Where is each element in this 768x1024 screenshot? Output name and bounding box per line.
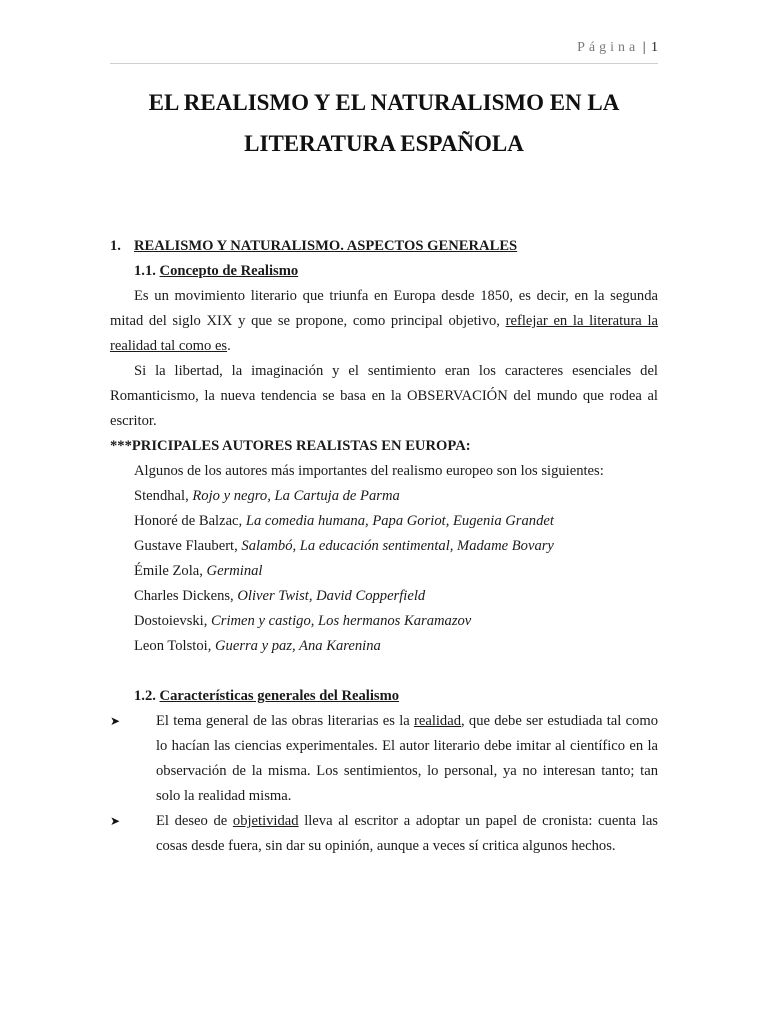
authors-heading: ***PRICIPALES AUTORES REALISTAS EN EUROPA: [110, 438, 471, 454]
spacer [110, 659, 658, 684]
author-item [110, 559, 658, 584]
author-name: Honoré de Balzac, [134, 513, 246, 529]
paragraph-concept-text: Es un movimiento literario que triunfa en Europa desde 1850, es decir, en la segunda mitad del siglo XIX y que se propone, como principal objetivo, [110, 288, 658, 329]
paragraph-concept-end: . [227, 338, 231, 354]
page-separator: | [642, 40, 646, 55]
author-item [110, 534, 658, 559]
author-name: Dostoievski, [134, 613, 212, 629]
paragraph-concept-underlined: reflejar en la literatura la realidad tal como es [110, 313, 658, 354]
author-item [110, 509, 658, 534]
author-works: Germinal [206, 563, 263, 579]
author-item [110, 634, 658, 659]
author-item [110, 584, 658, 609]
list-item [110, 809, 658, 859]
authors-intro: Algunos de los autores más importantes del realismo europeo son los siguientes: [134, 463, 604, 479]
document-title [100, 82, 668, 164]
author-item [110, 609, 658, 634]
bullet-text: El tema general de las obras literarias es la [156, 713, 414, 729]
arrow-bullet-icon: ➤ [110, 814, 121, 828]
author-works: Salambó, La educación sentimental, Madame Bovary [241, 538, 554, 554]
section-1-number: 1. [110, 238, 121, 254]
bullet-text-end: , que debe ser estudiada tal como lo hacían las ciencias experimentales. El autor literario debe imitar al científico en la observación de la misma. Los sentimientos, lo personal, ya no interesan tanto; tan solo la realidad misma. [156, 713, 658, 804]
subsection-1-2-heading [110, 684, 658, 709]
page-label: Página [577, 40, 640, 55]
author-name: Gustave Flaubert, [134, 538, 242, 554]
title-line-2: LITERATURA ESPAÑOLA [244, 131, 524, 156]
bullet-underlined: realidad [414, 713, 461, 729]
author-name: Leon Tolstoi, [134, 638, 215, 654]
page-number: 1 [651, 40, 658, 55]
paragraph-concept [110, 284, 658, 359]
title-line-1: EL REALISMO Y EL NATURALISMO EN LA [148, 90, 620, 115]
author-works: Crimen y castigo, Los hermanos Karamazov [211, 613, 472, 629]
author-works: Oliver Twist, David Copperfield [237, 588, 426, 604]
arrow-bullet-icon: ➤ [110, 714, 121, 728]
subsection-1-1-heading [110, 259, 658, 284]
paragraph-observation: Si la libertad, la imaginación y el sentimiento eran los caracteres esenciales del Romanticismo, la nueva tendencia se basa en la OBSERVACIÓN del mundo que rodea al escritor. [110, 363, 658, 429]
section-1-title: REALISMO Y NATURALISMO. ASPECTOS GENERALES [134, 238, 518, 254]
author-works: La comedia humana, Papa Goriot, Eugenia Grandet [245, 513, 554, 529]
author-works: Rojo y negro, La Cartuja de Parma [192, 488, 400, 504]
bullet-text-end: lleva al escritor a adoptar un papel de cronista: cuenta las cosas desde fuera, sin dar su opinión, aunque a veces sí critica algunos hechos. [156, 813, 658, 854]
subsection-1-2-number: 1.2. [134, 688, 156, 704]
section-1-heading [110, 234, 658, 259]
page-header [110, 40, 658, 64]
bullet-text: El deseo de [156, 813, 233, 829]
subsection-1-1-title: Concepto de Realismo [159, 263, 299, 279]
subsection-1-1-number: 1.1. [134, 263, 156, 279]
author-works: Guerra y paz, Ana Karenina [215, 638, 381, 654]
author-item [110, 484, 658, 509]
document-body [110, 234, 658, 859]
author-name: Émile Zola, [134, 563, 207, 579]
characteristics-list [110, 709, 658, 859]
subsection-1-2-title: Características generales del Realismo [159, 688, 400, 704]
author-name: Stendhal, [134, 488, 193, 504]
list-item [110, 709, 658, 809]
bullet-underlined: objetividad [232, 813, 299, 829]
author-name: Charles Dickens, [134, 588, 238, 604]
